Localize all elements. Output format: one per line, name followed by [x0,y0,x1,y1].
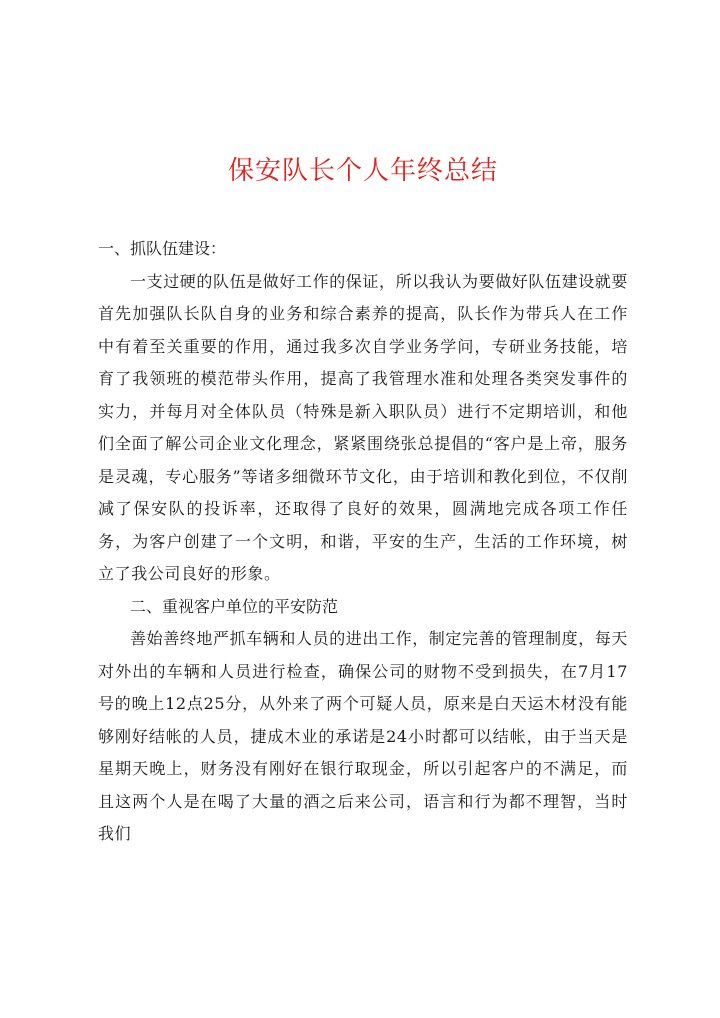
section-1-heading: 一、抓队伍建设： [98,239,227,258]
section-2-paragraph: 善始善终地严抓车辆和人员的进出工作，制定完善的管理制度，每天对外出的车辆和人员进行检查，确保公司的财物不受到损失，在7月17号的晚上12点25分，从外来了两个可疑人员，原来是白天运木材没有能够刚好结帐的人员，捷成木业的承诺是24小时都可以结帐，由于当天是星期天晚上，财务没有刚好在银行取现金，所以引起客户的不满足，而且这两个人是在喝了大量的酒之后来公司，语言和行为都不理智，当时我们 [98,629,629,843]
document-title: 保安队长个人年终总结 [227,156,498,186]
section-1-paragraph: 一支过硬的队伍是做好工作的保证，所以我认为要做好队伍建设就要首先加强队长队自身的业务和综合素养的提高，队长作为带兵人在工作中有着至关重要的作用，通过我多次自学业务学问，专研业务技能，培育了我领班的模范带头作用，提高了我管理水准和处理各类突发事件的实力，并每月对全体队员（特殊是新入职队员）进行不定期培训，和他们全面了解公司企业文化理念，紧紧围绕张总提倡的“客户是上帝，服务是灵魂，专心服务”等诸多细微环节文化，由于培训和教化到位，不仅削减了保安队的投诉率，还取得了良好的效果，圆满地完成各项工作任务，为客户创建了一个文明，和谐，平安的生产，生活的工作环境，树立了我公司良好的形象。 [98,271,629,583]
section-2-heading: 二、重视客户单位的平安防范 [130,596,339,616]
